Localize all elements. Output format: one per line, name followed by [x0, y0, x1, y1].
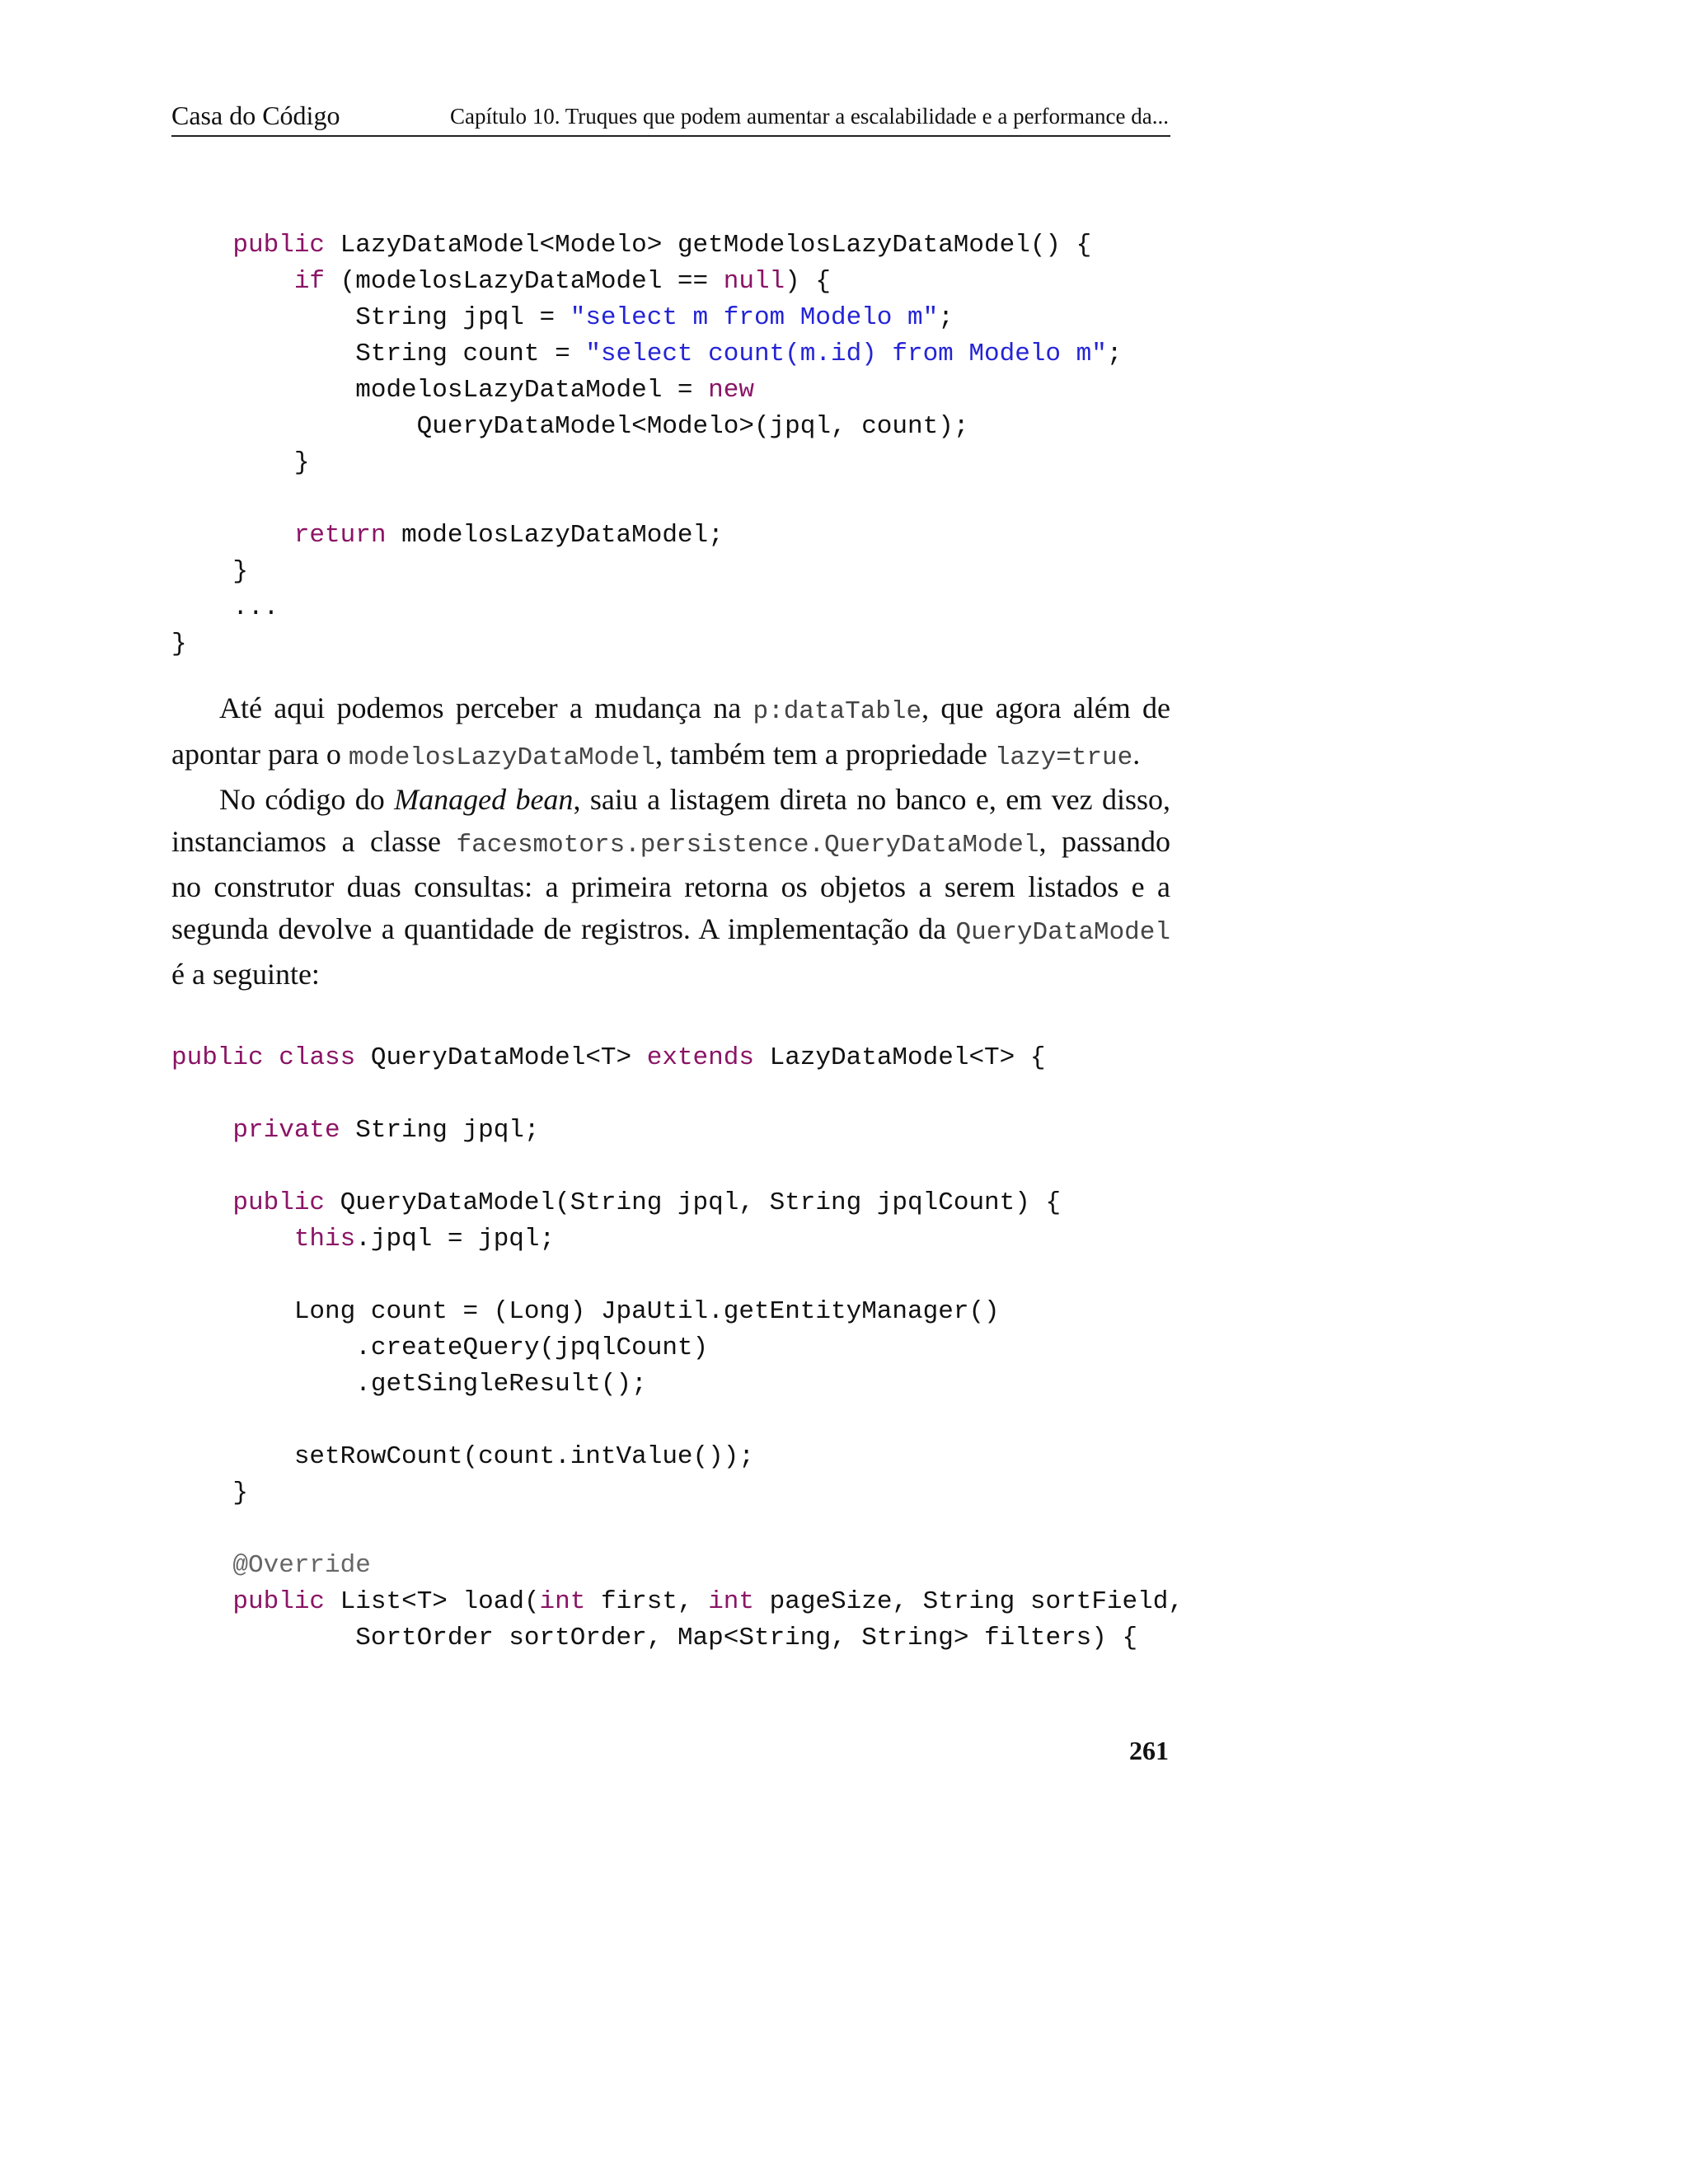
code-line: } [171, 448, 310, 477]
header-chapter-title: Capítulo 10. Truques que podem aumentar a escalabilidade e a performance da... [450, 104, 1169, 129]
code-line: public class QueryDataModel<T> extends LazyDataModel<T> { [171, 1043, 1046, 1072]
code-line: public QueryDataModel(String jpql, String jpqlCount) { [232, 1188, 1062, 1217]
code-line [171, 1076, 1184, 1113]
code-line: } [171, 557, 249, 586]
inline-code-query-data-model-fqn: facesmotors.persistence.QueryDataModel [456, 830, 1039, 860]
code-line: QueryDataModel<Modelo>(jpql, count); [416, 412, 969, 441]
code-line [171, 1511, 1184, 1548]
code-line: @Override [232, 1551, 371, 1580]
code-line: this.jpql = jpql; [293, 1225, 556, 1254]
code-listing-query-data-model [171, 1040, 1184, 1657]
code-line: String jpql = "select m from Modelo m"; [355, 303, 954, 332]
code-line: SortOrder sortOrder, Map<String, String> filters) { [355, 1624, 1138, 1652]
code-line [171, 1258, 1184, 1294]
code-line: public LazyDataModel<Modelo> getModelosLazyDataModel() { [232, 231, 1092, 260]
running-header [171, 97, 1170, 137]
code-line: } [171, 630, 187, 658]
code-line: public List<T> load(int first, int pageSize, String sortField, [232, 1587, 1184, 1616]
code-line: String count = "select count(m.id) from Modelo m"; [355, 340, 1123, 368]
code-listing-getter [171, 227, 1122, 663]
code-line: .getSingleResult(); [171, 1370, 647, 1399]
code-line [171, 481, 1122, 518]
code-line: Long count = (Long) JpaUtil.getEntityManager() [293, 1297, 1000, 1326]
inline-code-lazy-model: modelosLazyDataModel [348, 743, 655, 772]
code-line: setRowCount(count.intValue()); [293, 1442, 754, 1471]
code-line: } [171, 1479, 249, 1507]
page-number: 261 [1129, 1736, 1169, 1765]
code-line: modelosLazyDataModel = new [355, 376, 754, 405]
code-line: .createQuery(jpqlCount) [171, 1333, 709, 1362]
inline-code-datatable: p:dataTable [753, 697, 922, 726]
inline-code-lazy-true: lazy=true [994, 743, 1133, 772]
code-line: ... [171, 593, 279, 622]
code-line: if (modelosLazyDataModel == null) { [293, 267, 831, 296]
paragraph-managed-bean: No código do Managed bean, saiu a listagem direta no banco e, em vez disso, instanciamos a classe facesmotors.persistence.QueryDataModel, passando no construtor duas consultas: a primeira retorna os objetos a serem listados e a segunda devolve a quantidade de registros. A implementação da QueryDataModel é a seguinte: [171, 783, 1170, 991]
paragraph-datatable-change: Até aqui podemos perceber a mudança na p:dataTable, que agora além de apontar para o modelosLazyDataModel, também tem a propriedade lazy=true. [171, 691, 1170, 772]
inline-code-query-data-model: QueryDataModel [955, 917, 1170, 947]
code-line [171, 1149, 1184, 1185]
header-book-title: Casa do Código [171, 101, 340, 130]
emphasis-managed-bean: Managed bean [394, 783, 574, 816]
prose-section [171, 687, 1170, 996]
code-line: return modelosLazyDataModel; [293, 521, 724, 550]
code-line [171, 1403, 1184, 1439]
code-line: private String jpql; [232, 1116, 540, 1145]
